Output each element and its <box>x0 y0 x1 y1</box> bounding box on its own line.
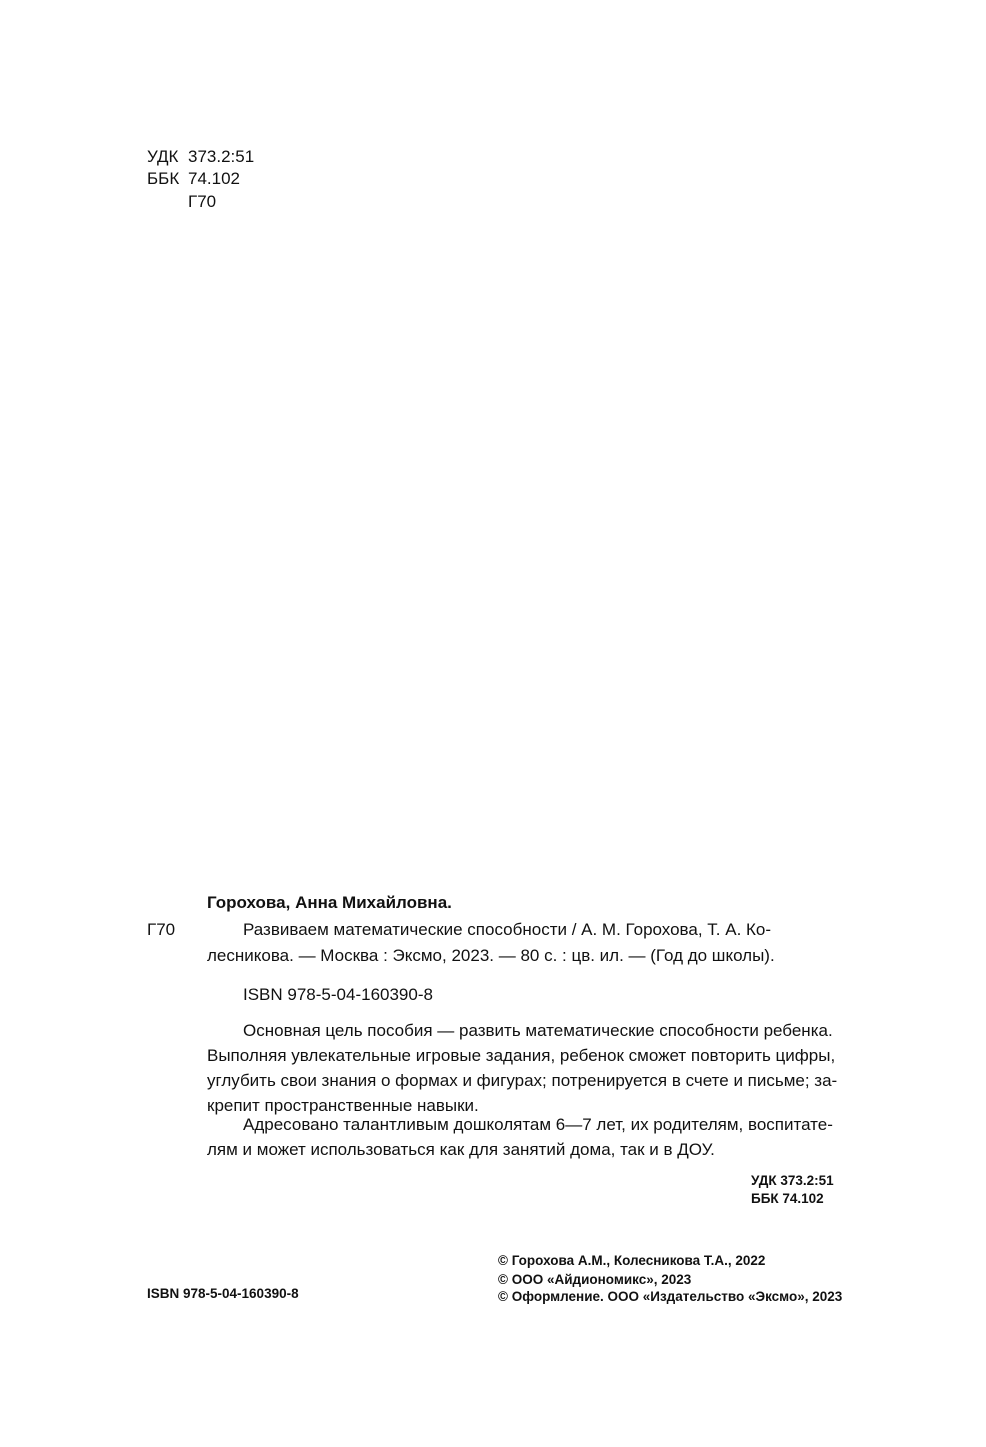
copyright-line: © Горохова А.М., Колесникова Т.А., 2022 <box>498 1253 766 1268</box>
bbk-value: 74.102 <box>188 169 240 188</box>
record-author: Горохова, Анна Михайловна. <box>207 893 452 912</box>
bbk-right: ББК 74.102 <box>751 1191 824 1206</box>
copyright-line: © ООО «Айдиономикс», 2023 <box>498 1272 692 1287</box>
annotation-line: углубить свои знания о формах и фигурах; потренируется в счете и письме; за- <box>207 1071 838 1090</box>
record-author-code: Г70 <box>147 920 176 939</box>
record-title-line-1: Развиваем математические способности / А. М. Горохова, Т. А. Ко- <box>243 920 772 939</box>
bbk-label: ББК <box>147 169 180 188</box>
author-code-top: Г70 <box>188 192 217 211</box>
annotation-line: крепит пространственные навыки. <box>207 1096 479 1115</box>
annotation-line: лям и может использоваться как для занятий дома, так и в ДОУ. <box>207 1140 715 1159</box>
annotation-line: Адресовано талантливым дошколятам 6—7 лет, их родителям, воспитате- <box>243 1115 833 1134</box>
annotation-line: Основная цель пособия — развить математические способности ребенка. <box>243 1021 833 1040</box>
udk-value: 373.2:51 <box>188 147 255 166</box>
annotation-line: Выполняя увлекательные игровые задания, ребенок сможет повторить цифры, <box>207 1046 836 1065</box>
copyright-line: © Оформление. ООО «Издательство «Эксмо», 2023 <box>498 1289 843 1304</box>
udk-label: УДК <box>147 147 179 166</box>
isbn-bottom: ISBN 978-5-04-160390-8 <box>147 1286 299 1301</box>
record-isbn: ISBN 978-5-04-160390-8 <box>243 985 433 1004</box>
record-title-line-2: лесникова. — Москва : Эксмо, 2023. — 80 с. : цв. ил. — (Год до школы). <box>207 946 775 965</box>
udk-right: УДК 373.2:51 <box>751 1173 834 1188</box>
